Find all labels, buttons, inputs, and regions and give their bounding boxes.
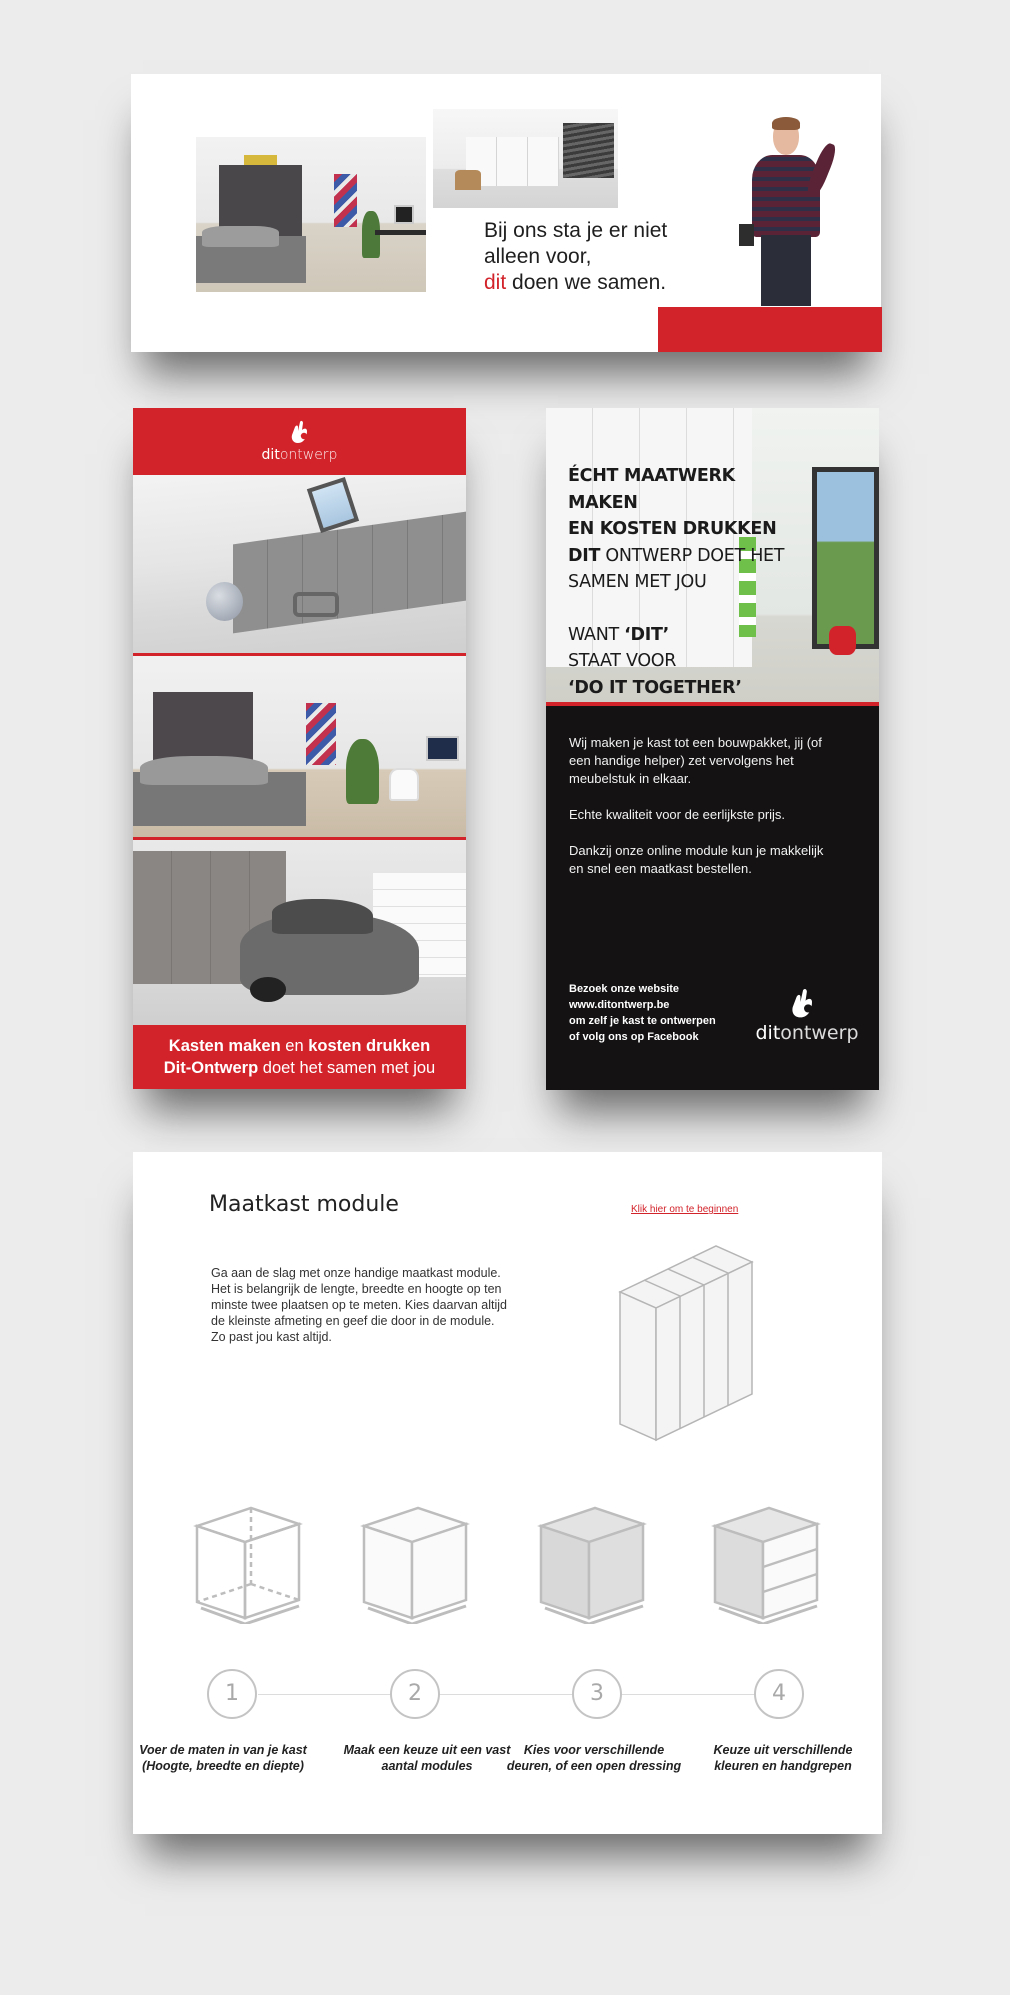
module-intro: Ga aan de slag met onze handige maatkast module. Het is belangrijk de lengte, breedte en hoogte op ten minste twee plaatsen op te meten. Kies daarvan altijd de kleinste afmeting en geef die door in de module. Zo past jou kast altijd. xyxy=(211,1266,508,1344)
tagline-line-3: ‘DO IT TOGETHER’ xyxy=(568,677,742,698)
step-3-caption-line2: deuren, of een open dressing xyxy=(506,1759,682,1773)
poster-paragraph-1: Wij maken je kast tot een bouwpakket, jij (of een handige helper) zet vervolgens het meubelstuk in elkaar. xyxy=(569,735,822,786)
module-box-icon xyxy=(360,1504,472,1624)
tagline-line-1: WANT ‘DIT’ xyxy=(568,624,669,645)
step-4-circle: 4 xyxy=(754,1669,804,1719)
poster-visit-info xyxy=(569,981,769,1045)
step-1-caption-line1: Voer de maten in van je kast xyxy=(139,1743,307,1757)
caption-bold-2: kosten drukken xyxy=(308,1037,431,1055)
poster-headline xyxy=(568,463,808,701)
website-link[interactable]: www.ditontwerp.be xyxy=(569,999,670,1011)
step-4-caption-line1: Keuze uit verschillende xyxy=(713,1743,853,1757)
flyer-card xyxy=(133,408,466,1089)
banner-slogan-line2: alleen voor, xyxy=(484,245,592,268)
headline-line-3: DIT ONTWERP DOET HET xyxy=(568,545,785,566)
step-2-caption xyxy=(337,1742,517,1774)
logo-ontwerp: ontwerp xyxy=(279,447,338,463)
person-ok-gesture xyxy=(733,120,839,306)
banner-slogan-line3 xyxy=(484,270,714,296)
headline-line-1: ÉCHT MAATWERK MAKEN xyxy=(568,466,735,513)
bedroom-photo-2 xyxy=(133,656,466,837)
banner-slogan-line1: Bij ons sta je er niet xyxy=(484,219,668,242)
caption-rest: doet het samen met jou xyxy=(258,1059,436,1077)
logo-ontwerp: ontwerp xyxy=(780,1022,859,1044)
headline-line-4: SAMEN MET JOU xyxy=(568,572,707,592)
step-3-circle: 3 xyxy=(572,1669,622,1719)
tagline-line-2: STAAT VOOR xyxy=(568,651,677,671)
step-4-caption xyxy=(693,1742,873,1774)
caption-bold-1: Kasten maken xyxy=(168,1037,281,1055)
banner-card xyxy=(131,74,881,352)
flyer-caption-line1 xyxy=(133,1035,466,1057)
caption-mid: en xyxy=(280,1037,309,1055)
step-2-caption-line2: aantal modules xyxy=(381,1759,473,1773)
flyer-logo-wordmark xyxy=(133,447,466,463)
step-1-caption-line2: (Hoogte, breedte en diepte) xyxy=(142,1759,304,1773)
flyer-caption xyxy=(133,1025,466,1089)
step-3-caption-line1: Kies voor verschillende xyxy=(523,1743,665,1757)
poster-paragraph-3: Dankzij onze online module kun je makkelijk en snel een maatkast bestellen. xyxy=(569,843,824,876)
wardrobe-illustration-icon xyxy=(616,1244,756,1444)
steps-connector-line xyxy=(258,1694,778,1695)
step-4-caption-line2: kleuren en handgrepen xyxy=(714,1759,852,1773)
gym-room-photo xyxy=(133,475,466,653)
visit-line-3: om zelf je kast te ontwerpen xyxy=(569,1015,716,1027)
step-3-caption xyxy=(504,1742,684,1774)
attic-room-photo xyxy=(433,109,618,208)
banner-slogan-line3-rest: doen we samen. xyxy=(506,271,667,294)
poster-body xyxy=(569,734,839,896)
headline-line-2: EN KOSTEN DRUKKEN xyxy=(568,519,777,539)
start-module-link[interactable]: Klik hier om te beginnen xyxy=(631,1204,739,1215)
hand-logo-icon xyxy=(788,984,818,1020)
logo-dit: dit xyxy=(755,1022,781,1044)
banner-red-block xyxy=(658,307,882,352)
step-1-circle: 1 xyxy=(207,1669,257,1719)
visit-line-1: Bezoek onze website xyxy=(569,983,680,995)
bedroom-photo xyxy=(196,137,426,292)
module-title: Maatkast module xyxy=(209,1192,399,1217)
step-2-circle: 2 xyxy=(390,1669,440,1719)
cube-measure-icon xyxy=(193,1504,305,1624)
flyer-caption-line2 xyxy=(133,1057,466,1079)
banner-slogan xyxy=(484,218,714,296)
flyer-header xyxy=(133,408,466,475)
poster-paragraph-2: Echte kwaliteit voor de eerlijkste prijs. xyxy=(569,807,786,822)
garage-photo xyxy=(133,840,466,1025)
hand-logo-icon xyxy=(289,417,311,445)
caption-bold-3: Dit-Ontwerp xyxy=(163,1059,259,1077)
poster-divider-red xyxy=(546,702,879,706)
logo-dit: dit xyxy=(261,447,280,463)
banner-accent-word: dit xyxy=(484,271,507,294)
module-card xyxy=(133,1152,882,1834)
door-box-icon xyxy=(537,1504,649,1624)
step-2-caption-line1: Maak een keuze uit een vast xyxy=(343,1743,511,1757)
step-1-caption xyxy=(133,1742,313,1774)
visit-line-4: of volg ons op Facebook xyxy=(569,1031,699,1043)
open-shelf-icon xyxy=(711,1504,823,1624)
